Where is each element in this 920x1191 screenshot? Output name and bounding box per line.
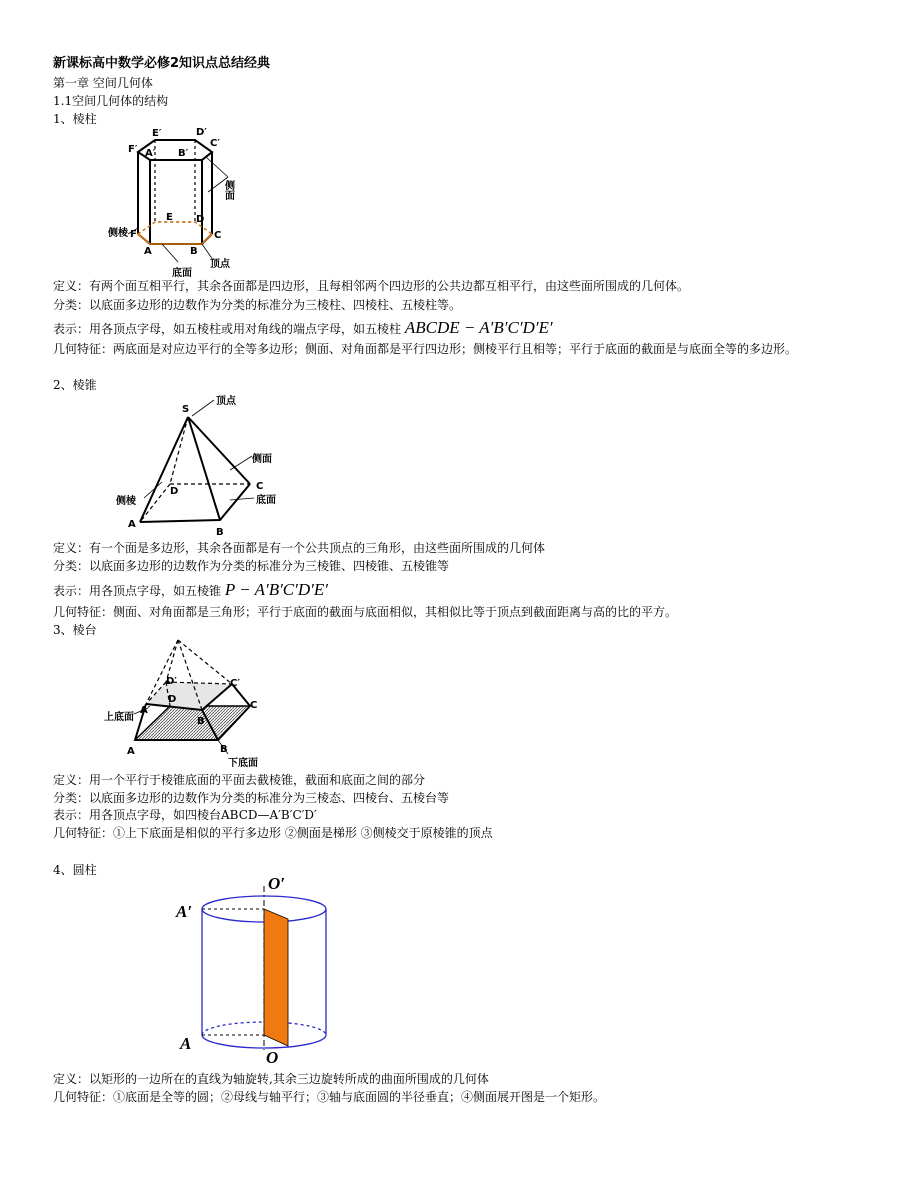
prism-label-e2: E′ (152, 128, 162, 139)
pyramid-notation-math: P − A′B′C′D′E′ (224, 580, 328, 599)
cylinder-label-o2: O′ (268, 874, 286, 893)
frustum-features: 几何特征：①上下底面是相似的平行多边形 ②侧面是梯形 ③侧棱交于原棱锥的顶点 (53, 826, 493, 840)
cylinder-definition: 定义：以矩形的一边所在的直线为轴旋转,其余三边旋转所成的曲面所围成的几何体 (53, 1072, 489, 1086)
frustum-label-d2: D′ (166, 676, 177, 687)
prism-label-side-edge: 侧棱 (108, 228, 128, 239)
cylinder-features: 几何特征：①底面是全等的圆；②母线与轴平行；③轴与底面圆的半径垂直；④侧面展开图是一个矩形。 (53, 1090, 606, 1104)
frustum-definition: 定义：用一个平行于棱锥底面的平面去截棱锥，截面和底面之间的部分 (53, 773, 426, 787)
prism-definition: 定义：有两个面互相平行，其余各面都是四边形，且每相邻两个四边形的公共边都互相平行，由这些面所围成的几何体。 (53, 279, 690, 293)
prism-label-c2: C′ (210, 138, 220, 149)
frustum-heading: 3、棱台 (53, 623, 97, 637)
prism-label-e: E (166, 212, 173, 223)
cylinder-label-a: A (180, 1034, 192, 1053)
pyramid-label-base: 底面 (256, 495, 276, 506)
prism-classification: 分类：以底面多边形的边数作为分类的标准分为三棱柱、四棱柱、五棱柱等。 (53, 298, 462, 312)
frustum-label-b: B (220, 744, 228, 755)
prism-heading: 1、棱柱 (53, 112, 97, 126)
frustum-figure (100, 634, 280, 774)
prism-label-vertex: 顶点 (210, 259, 230, 270)
prism-label-b2: B′ (178, 148, 189, 159)
pyramid-label-side-edge: 侧棱 (116, 496, 136, 507)
prism-label-side-face: 侧面 (222, 180, 234, 200)
cylinder-label-o: O (266, 1048, 279, 1067)
cylinder-heading: 4、圆柱 (53, 863, 97, 877)
cylinder-label-a2: A′ (176, 902, 193, 921)
frustum-label-b2: B′ (197, 716, 208, 727)
frustum-classification: 分类：以底面多边形的边数作为分类的标准分为三棱态、四棱台、五棱台等 (53, 791, 450, 805)
pyramid-notation-text: 表示：用各顶点字母，如五棱锥 (53, 584, 222, 598)
pyramid-label-d: D (170, 486, 179, 497)
pyramid-figure (110, 392, 300, 537)
prism-label-d2: D′ (196, 127, 207, 138)
pyramid-heading: 2、棱锥 (53, 378, 97, 392)
pyramid-notation (53, 582, 328, 599)
frustum-label-a2: A′ (140, 705, 151, 716)
prism-label-f2: F′ (128, 144, 138, 155)
prism-notation (53, 320, 553, 337)
frustum-label-d: D (168, 694, 177, 705)
prism-label-base: 底面 (172, 268, 192, 279)
document-title: 新课标高中数学必修2知识点总结经典 (53, 56, 271, 71)
prism-label-a2: A′ (145, 148, 156, 159)
prism-label-f: F (130, 229, 137, 240)
frustum-label-a: A (127, 746, 135, 757)
pyramid-classification: 分类：以底面多边形的边数作为分类的标准分为三棱锥、四棱锥、五棱锥等 (53, 559, 450, 573)
pyramid-label-side-face: 侧面 (252, 454, 272, 465)
pyramid-features: 几何特征：侧面、对角面都是三角形；平行于底面的截面与底面相似，其相似比等于顶点到截面距离与高的比的平方。 (53, 605, 678, 619)
prism-label-a: A (144, 246, 152, 257)
pyramid-label-s: S (182, 404, 190, 415)
pyramid-label-b: B (216, 527, 224, 538)
chapter-heading: 第一章 空间几何体 (53, 76, 153, 90)
pyramid-label-a: A (128, 519, 136, 530)
cylinder-figure (170, 872, 350, 1072)
prism-label-c: C (214, 230, 222, 241)
prism-figure (100, 122, 260, 282)
prism-features: 几何特征：两底面是对应边平行的全等多边形；侧面、对角面都是平行四边形；侧棱平行且相等；平行于底面的截面是与底面全等的多边形。 (53, 342, 798, 356)
prism-notation-text: 表示：用各顶点字母，如五棱柱或用对角线的端点字母，如五棱柱 (53, 322, 402, 336)
pyramid-label-vertex: 顶点 (216, 396, 236, 407)
frustum-label-c: C (250, 700, 258, 711)
subsection-heading: 1.1空间几何体的结构 (53, 94, 169, 108)
frustum-label-lower-base: 下底面 (228, 758, 258, 769)
prism-label-d: D (196, 214, 205, 225)
frustum-label-c2: C′ (230, 678, 240, 689)
frustum-notation: 表示：用各顶点字母，如四棱台ABCD—A′B′C′D′ (53, 808, 317, 822)
pyramid-definition: 定义：有一个面是多边形，其余各面都是有一个公共顶点的三角形，由这些面所围成的几何体 (53, 541, 546, 555)
prism-notation-math: ABCDE − A′B′C′D′E′ (404, 318, 553, 337)
frustum-label-upper-base: 上底面 (104, 712, 134, 723)
pyramid-label-c: C (256, 481, 264, 492)
prism-label-b: B (190, 246, 198, 257)
